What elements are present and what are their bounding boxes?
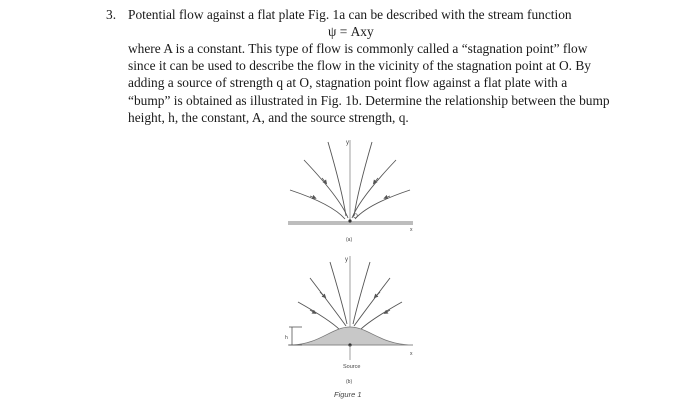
problem-line: where A is a constant. This type of flow is commonly called a “stagnation point” flow [128,41,588,56]
streamline [328,142,346,216]
figure-1 [270,130,430,410]
y-axis-label: y [346,140,349,146]
problem-line: “bump” is obtained as illustrated in Fig. 1b. Determine the relationship between the bump [128,92,610,108]
x-axis-label: x [410,227,413,233]
stream-function-equation: ψ = Axy [328,24,374,39]
flow-arrow [320,292,325,297]
bump-body [292,327,410,345]
figure-1a [288,140,413,243]
x-axis-label: x [410,351,413,357]
origin-label: O [353,214,358,220]
streamline [290,190,345,219]
figure-title: Figure 1 [334,390,362,399]
source-label: Source [343,364,361,370]
problem-line: since it can be used to describe the flow in the vicinity of the stagnation point at O. By [128,58,591,74]
streamline [310,278,346,326]
streamline [298,302,340,330]
streamline [330,262,347,324]
origin-point [348,219,351,222]
streamline [360,302,402,330]
problem-line: adding a source of strength q at O, stagnation point flow against a flat plate with a [128,75,568,91]
streamline [354,142,372,216]
problem-body [128,40,628,126]
streamline [355,190,410,219]
problem-first-line: Potential flow against a flat plate Fig. 1a can be described with the stream function [128,7,572,22]
height-label: h [285,335,288,341]
figure-1b [285,256,413,385]
streamline [354,278,390,326]
streamline [353,262,370,324]
figure-1a-caption: (a) [346,237,353,243]
streamline [352,160,396,218]
flow-arrow [375,292,380,297]
problem-number: 3. [106,7,117,22]
streamline [304,160,348,218]
figure-1b-caption: (b) [346,379,353,385]
y-axis-label: y [345,257,348,263]
problem-line: height, h, the constant, A, and the source strength, q. [128,109,409,125]
